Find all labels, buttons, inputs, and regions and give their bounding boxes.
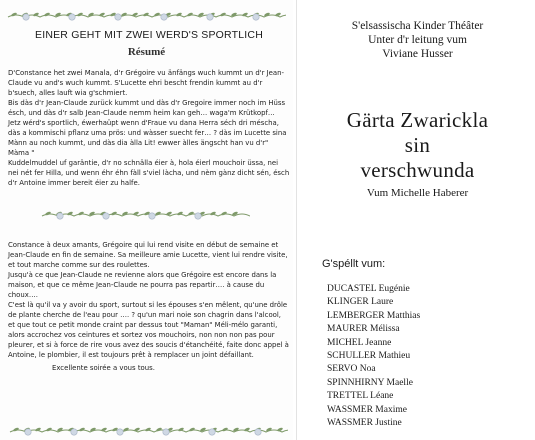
cast-heading: G'spéllt vum: <box>322 258 386 270</box>
cast-member: SERVO Noa <box>327 364 376 375</box>
synopsis-french <box>8 240 290 373</box>
company-line: Unter d'r leitung vum <box>368 34 467 46</box>
cast-member: KLINGER Laure <box>327 297 394 308</box>
theatre-company <box>300 19 535 61</box>
cast-member: WASSMER Maxime <box>327 404 407 415</box>
cast-member: SPINNHIRNY Maelle <box>327 377 413 388</box>
floral-vine-ornament-bottom <box>8 425 288 439</box>
program-cover-page <box>300 0 535 440</box>
company-line: S'elsassischa Kinder Théâter <box>351 20 484 32</box>
cast-member: TRETTEL Léane <box>327 391 394 402</box>
synopsis-alsatian-paragraph: Bis dàs d'r Jean-Claude zurück kummt und dàs d'r Gregoire immer noch im Hüss ésch, und dàs d'r salb Jean-Claude nemm heim kan geh… waga'm Krütkopf… <box>8 99 286 117</box>
resume-heading: Résumé <box>127 46 166 58</box>
floral-vine-ornament-middle <box>40 209 250 223</box>
closing-line: Excellente soirée a vous tous. <box>52 364 155 372</box>
floral-vine-ornament-top <box>6 10 286 24</box>
cast-member: MICHEL Jeanne <box>327 337 392 348</box>
title-line: sin <box>404 133 431 157</box>
synopsis-french-paragraph: Constance à deux amants, Grégoire qui lui rend visite en début de semaine et Jean-Claude en fin de semaine. Sa meilleure amie Lucette, vient lui rendre visite, et tout marche comme sur des roulettes. <box>8 241 288 269</box>
cast-member: WASSMER Justine <box>327 417 402 428</box>
company-line: Viviane Husser <box>382 48 453 60</box>
cast-member: LEMBERGER Matthias <box>327 310 421 321</box>
author-credit: Vum Michelle Haberer <box>366 187 469 199</box>
play-title <box>300 108 535 183</box>
synopsis-alsatian-paragraph: D'Constance het zwei Manala, d'r Grégoire vu änfängs wuch kummt un d'r Jean-Claude vu and's wuch kummt. S'Lucette ehri bescht frendin kummt au d'r b'suech, alles lauft wia g'schmiert. <box>8 69 285 97</box>
synopsis-french-paragraph: C'est là qu'il va y avoir du sport, surtout si les épouses s'en mêlent, qu'une drôle de plante cherche de l'eau pour …. ? qu'un mari noie son chagrin dans l'alcool, et que tout ce petit monde craint par dessus tout "Maman" Méli-mélo garanti, alors accrochez vos ceintures et sortez vos mouchoirs, non non non pas pour pleurer, et si à force de rire vous avez des soucis d'étanchéité, faite donc appel à Antoine, le plombier, il est toujours prêt à remplacer un joint défaillant. <box>8 301 289 359</box>
synopsis-french-paragraph: Jusqu'à ce que Jean-Claude ne revienne alors que Grégoire est encore dans la maison, et que ce même Jean-Claude ne pourra pas repartir…. à cause du choux…. <box>8 271 277 299</box>
synopsis-alsatian-paragraph: Kuddelmuddel uf garäntie, d'r no schnälla éier à, hola éierl mouchoir üssa, nei nei nét fer Hilla, und wenn éhr éhn fàll s'viel làcha, und nèm gànz dicht sén, ésch d'r Antoine immer bereit éier zu halfe. <box>8 159 290 187</box>
cast-member: SCHULLER Mathieu <box>327 350 411 361</box>
synopsis-alsatian-paragraph: Jetz wérd's sportlich, éwerhaüpt wenn d'Fraue vu dana Herra séch dri méscha, dàs a kommischi pflanz uma prös: und wàsser suecht fer… ? dàs im Lucette sina Mànn au noch kummt, und dàs dia àlla Lit! ewwer àlles ängscht han vu d'r" Màma " <box>8 119 287 157</box>
cast-list <box>327 283 420 430</box>
play-subtitle-banner: EINER GEHT MIT ZWEI WERD'S SPORTLICH <box>35 29 263 41</box>
cast-member: DUCASTEL Eugénie <box>327 284 410 294</box>
title-line: verschwunda <box>360 158 475 182</box>
title-line: Gärta Zwarickla <box>346 108 489 132</box>
cast-member: MAURER Mélissa <box>327 324 400 335</box>
page-divider <box>296 0 297 440</box>
synopsis-alsatian <box>8 68 290 188</box>
